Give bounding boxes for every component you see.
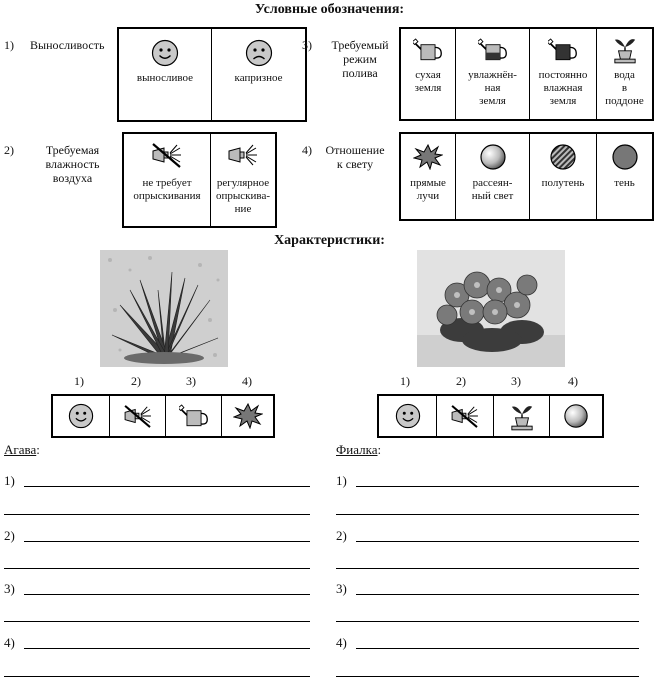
answer-line[interactable] bbox=[4, 676, 310, 677]
group4-num: 4) bbox=[302, 143, 312, 157]
text-line: влажная bbox=[543, 82, 583, 94]
label-line: режим bbox=[343, 52, 377, 66]
strip-cell bbox=[493, 396, 549, 436]
label-line: влажность bbox=[45, 157, 100, 171]
plant-colon: : bbox=[36, 442, 40, 457]
label-line: Требуемый bbox=[331, 38, 389, 52]
plant-name: Агава bbox=[4, 442, 37, 457]
shade-icon bbox=[611, 143, 639, 171]
group2-label bbox=[30, 143, 115, 185]
answer-line[interactable] bbox=[24, 648, 310, 649]
legend-title: Условные обозначения: bbox=[254, 2, 405, 17]
legend-item-shade bbox=[596, 134, 652, 219]
watering-can-full-icon bbox=[548, 37, 578, 63]
item-label bbox=[124, 177, 210, 203]
item-label bbox=[401, 177, 455, 203]
item-label bbox=[211, 177, 275, 216]
answer-line[interactable] bbox=[24, 486, 310, 487]
label-line: Требуемая bbox=[45, 143, 100, 157]
item-label bbox=[530, 69, 596, 108]
answer-line[interactable] bbox=[356, 594, 639, 595]
text-line: опрыскивания bbox=[133, 190, 201, 202]
violet-heading bbox=[336, 442, 381, 458]
text-line: тень bbox=[614, 177, 635, 189]
text-line: сухая bbox=[415, 69, 441, 81]
group1-num: 1) bbox=[4, 38, 14, 52]
answer-num: 1) bbox=[4, 473, 15, 488]
text-line: ная bbox=[484, 82, 501, 94]
diffused-light-icon bbox=[479, 143, 507, 171]
text-line: ный свет bbox=[471, 190, 514, 202]
strip-cell bbox=[53, 396, 109, 436]
legend-item-direct-sun bbox=[401, 134, 455, 219]
answer-line[interactable] bbox=[4, 621, 310, 622]
legend-item-capricious bbox=[211, 29, 305, 120]
answer-line[interactable] bbox=[4, 568, 310, 569]
smiley-sad-icon bbox=[245, 39, 273, 67]
plant-name: Фиалка bbox=[336, 442, 378, 457]
answer-line[interactable] bbox=[336, 514, 639, 515]
answer-line[interactable] bbox=[356, 486, 639, 487]
legend-item-moist-soil bbox=[455, 29, 529, 119]
text-line: регулярное bbox=[216, 177, 270, 189]
text-line: земля bbox=[414, 82, 442, 94]
item-label bbox=[456, 177, 529, 203]
answer-num: 1) bbox=[336, 473, 347, 488]
characteristics-title: Характеристики: bbox=[274, 233, 385, 248]
pot-tray-icon bbox=[510, 401, 534, 431]
watering-can-dry-icon bbox=[413, 37, 443, 63]
text-line: земля bbox=[549, 95, 577, 107]
item-label bbox=[456, 69, 529, 108]
text-line: полутень bbox=[541, 177, 585, 189]
label-line: воздуха bbox=[52, 171, 93, 185]
legend-item-partial-shade bbox=[529, 134, 596, 219]
answer-line[interactable] bbox=[336, 621, 639, 622]
plant-colon: : bbox=[377, 442, 382, 457]
answer-line[interactable] bbox=[24, 541, 310, 542]
text-line: рассеян- bbox=[472, 177, 513, 189]
item-label bbox=[597, 177, 652, 190]
violet-photo bbox=[417, 250, 565, 367]
smiley-happy-icon bbox=[151, 39, 179, 67]
agave-col-num: 2) bbox=[131, 374, 141, 388]
watering-can-dry-icon bbox=[179, 403, 209, 429]
item-label: выносливое bbox=[136, 72, 194, 84]
group3-num: 3) bbox=[302, 38, 312, 52]
text-line: в bbox=[621, 82, 628, 94]
item-label bbox=[401, 69, 455, 95]
violet-col-num: 2) bbox=[456, 374, 466, 388]
group4-label bbox=[325, 143, 385, 171]
direct-sun-icon bbox=[233, 403, 263, 429]
answer-num: 4) bbox=[4, 635, 15, 650]
legend-item-dry-soil bbox=[401, 29, 455, 119]
answer-num: 3) bbox=[4, 581, 15, 596]
smiley-happy-icon bbox=[395, 403, 421, 429]
legend-item-diffused bbox=[455, 134, 529, 219]
answer-line[interactable] bbox=[24, 594, 310, 595]
group1-label: Выносливость bbox=[30, 38, 105, 52]
answer-line[interactable] bbox=[356, 648, 639, 649]
text-line: поддоне bbox=[605, 95, 644, 107]
direct-sun-icon bbox=[413, 144, 443, 170]
violet-col-num: 4) bbox=[568, 374, 578, 388]
spray-icon bbox=[226, 142, 260, 168]
strip-cell bbox=[221, 396, 273, 436]
strip-cell bbox=[109, 396, 165, 436]
text-line: вода bbox=[614, 69, 635, 81]
strip-cell bbox=[436, 396, 493, 436]
text-line: опрыскива- bbox=[216, 190, 270, 202]
answer-num: 3) bbox=[336, 581, 347, 596]
item-label bbox=[530, 177, 596, 190]
answer-num: 2) bbox=[4, 528, 15, 543]
strip-cell bbox=[165, 396, 221, 436]
agave-col-num: 3) bbox=[186, 374, 196, 388]
violet-col-num: 3) bbox=[511, 374, 521, 388]
answer-line[interactable] bbox=[356, 541, 639, 542]
agave-col-num: 1) bbox=[74, 374, 84, 388]
label-line: полива bbox=[342, 66, 378, 80]
agave-photo bbox=[100, 250, 228, 367]
legend-item-wet-soil bbox=[529, 29, 596, 119]
answer-line[interactable] bbox=[4, 514, 310, 515]
agave-strip bbox=[51, 394, 275, 438]
smiley-happy-icon bbox=[68, 403, 94, 429]
label-line: Отношение bbox=[325, 143, 385, 157]
answer-line[interactable] bbox=[336, 568, 639, 569]
legend-item-water-tray bbox=[596, 29, 652, 119]
partial-shade-icon bbox=[549, 143, 577, 171]
group3-label bbox=[325, 38, 395, 80]
text-line: лучи bbox=[416, 190, 440, 202]
no-spray-icon bbox=[122, 404, 154, 428]
text-line: увлажнён- bbox=[468, 69, 517, 81]
text-line: постоянно bbox=[538, 69, 588, 81]
agave-heading bbox=[4, 442, 40, 458]
strip-cell bbox=[379, 396, 436, 436]
light-box bbox=[399, 132, 654, 221]
humidity-box bbox=[122, 132, 277, 228]
item-label bbox=[597, 69, 652, 108]
violet-col-num: 1) bbox=[400, 374, 410, 388]
label-line: к свету bbox=[336, 157, 374, 171]
text-line: прямые bbox=[410, 177, 446, 189]
text-line: ние bbox=[234, 203, 252, 215]
no-spray-icon bbox=[150, 142, 184, 168]
violet-strip bbox=[377, 394, 604, 438]
agave-col-num: 4) bbox=[242, 374, 252, 388]
item-label: капризное bbox=[234, 72, 283, 84]
legend-item-no-spray bbox=[124, 134, 210, 226]
diffused-light-icon bbox=[563, 403, 589, 429]
group2-num: 2) bbox=[4, 143, 14, 157]
no-spray-icon bbox=[449, 404, 481, 428]
pot-tray-icon bbox=[613, 34, 637, 64]
legend-item-spray bbox=[210, 134, 275, 226]
answer-num: 2) bbox=[336, 528, 347, 543]
legend-item-hardy bbox=[119, 29, 211, 120]
text-line: не требует bbox=[142, 177, 192, 189]
text-line: земля bbox=[479, 95, 506, 107]
watering-box bbox=[399, 27, 654, 121]
endurance-box bbox=[117, 27, 307, 122]
answer-num: 4) bbox=[336, 635, 347, 650]
watering-can-moist-icon bbox=[478, 37, 508, 63]
answer-line[interactable] bbox=[336, 676, 639, 677]
strip-cell bbox=[549, 396, 602, 436]
